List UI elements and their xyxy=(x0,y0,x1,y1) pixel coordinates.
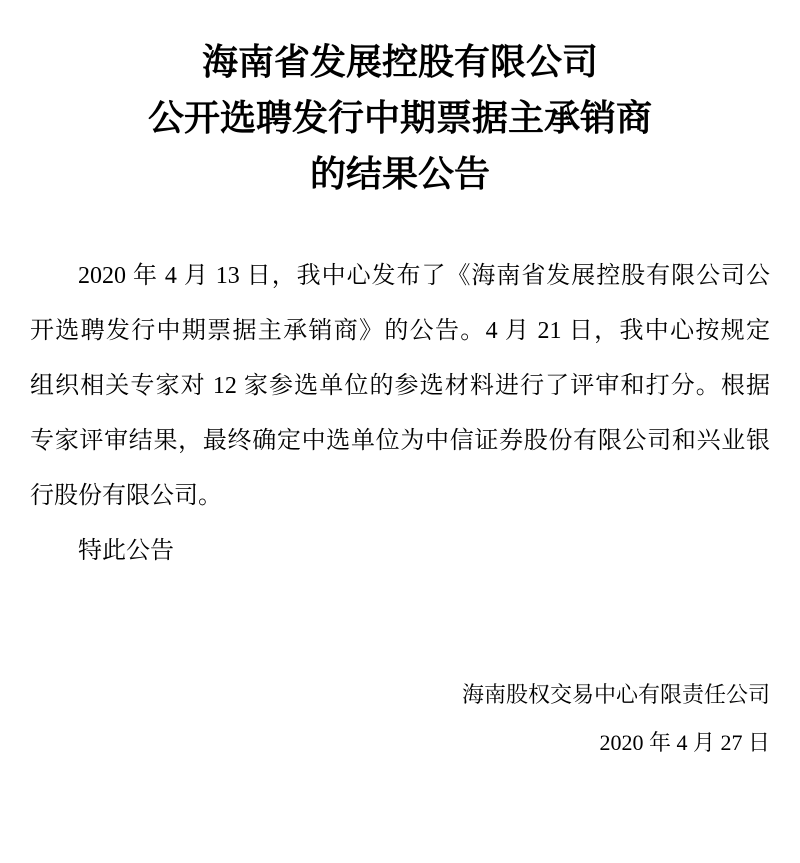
paragraph-line: 开选聘发行中期票据主承销商》的公告。4 月 21 日，我中心按规定 xyxy=(30,318,770,344)
paragraph-line: 组织相关专家对 12 家参选单位的参选材料进行了评审和打分。根据 xyxy=(30,373,770,399)
signature-block xyxy=(30,671,770,767)
document-title xyxy=(30,0,770,202)
paragraph-line: 专家评审结果，最终确定中选单位为中信证券股份有限公司和兴业银 xyxy=(30,428,770,454)
title-line-1: 海南省发展控股有限公司 xyxy=(201,42,598,82)
paragraph-line: 行股份有限公司。 xyxy=(30,483,222,509)
title-line-2: 公开选聘发行中期票据主承销商 xyxy=(147,98,652,138)
signature-company: 海南股权交易中心有限责任公司 xyxy=(461,682,770,707)
signature-date: 2020 年 4 月 27 日 xyxy=(599,730,770,755)
closing-text: 特此公告 xyxy=(78,538,174,564)
paragraph-line: 2020 年 4 月 13 日，我中心发布了《海南省发展控股有限公司公 xyxy=(78,263,770,289)
title-line-3: 的结果公告 xyxy=(309,154,490,194)
body-paragraph xyxy=(30,249,770,579)
